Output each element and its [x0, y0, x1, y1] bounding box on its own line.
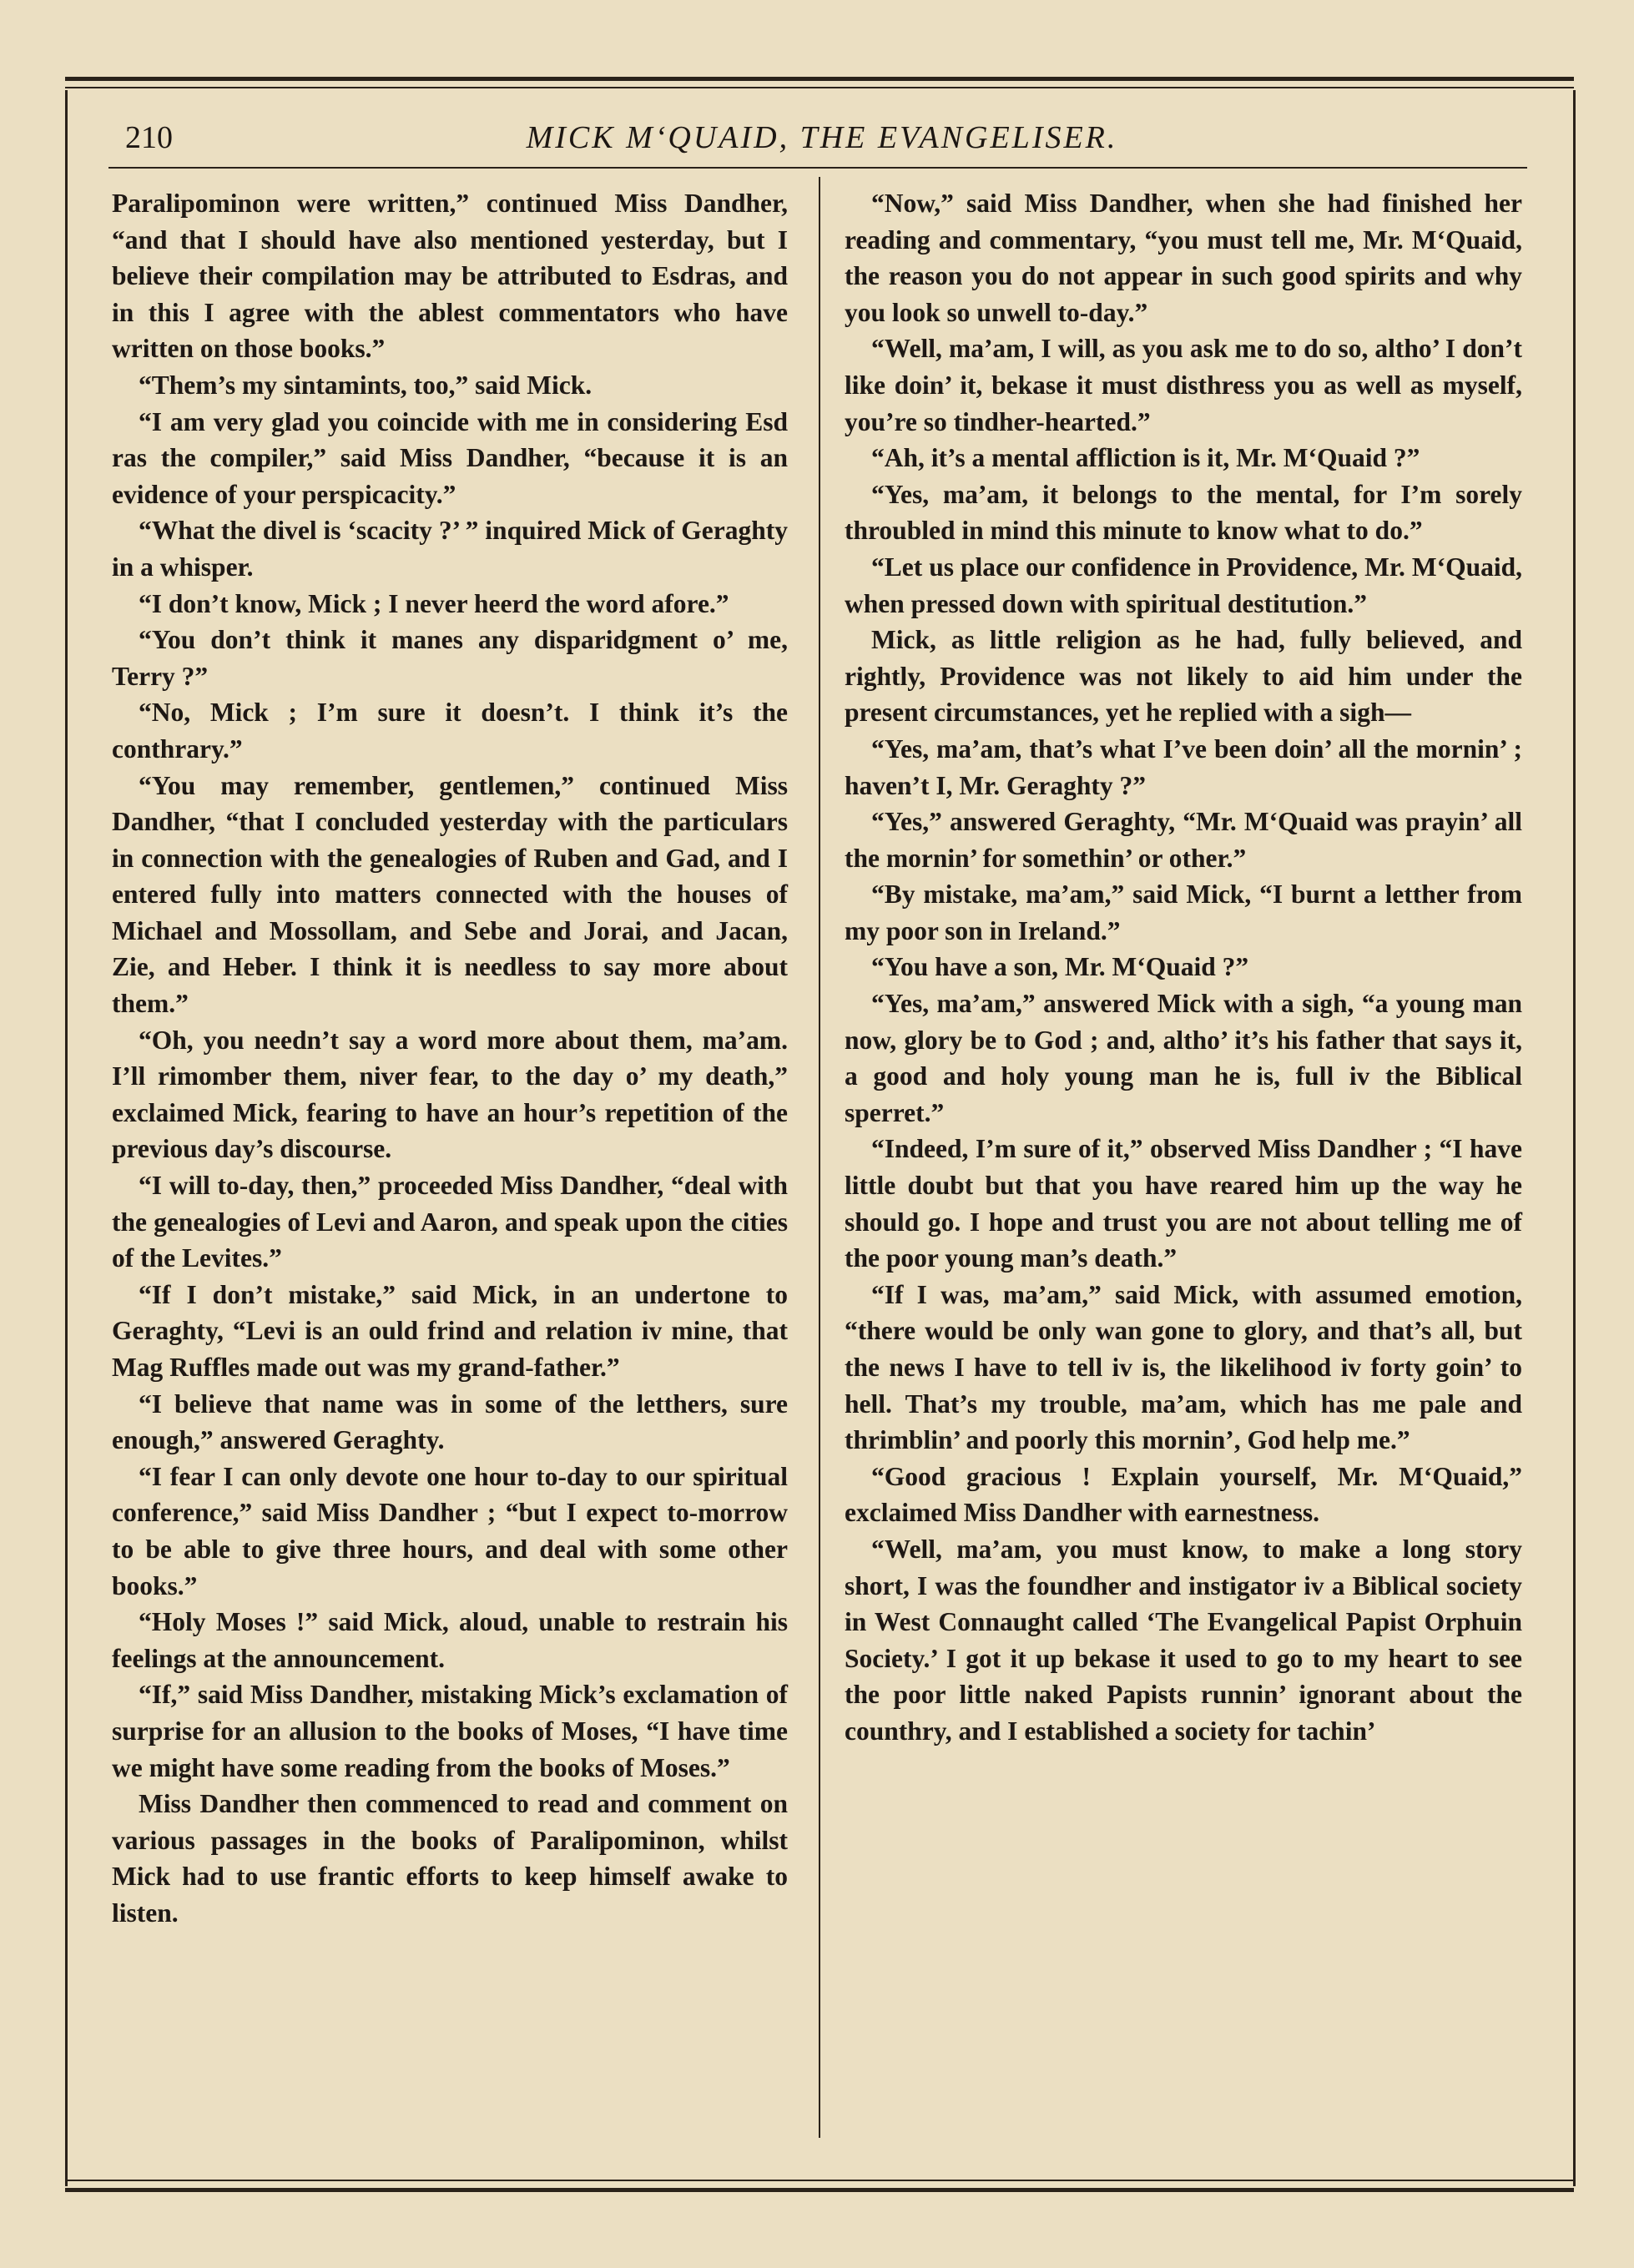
paragraph: “Well, ma’am, I will, as you ask me to do so, altho’ I don’t like doin’ it, bekase it must disthress you as well as myself, you’re so tindher-hearted.” [845, 334, 1522, 436]
paragraph: Paralipominon were written,” continued Miss Dandher, “and that I should have also mentioned yesterday, but I believe their compilation may be attributed to Esdras, and in this I agree with the ablest commentators who have written on those books.” [112, 189, 788, 364]
bottom-border-rule [65, 2188, 1574, 2192]
paragraph: “If,” said Miss Dandher, mistaking Mick’s exclamation of surprise for an allusion to the books of Moses, “I have time we might have some reading from the books of Moses.” [112, 1680, 788, 1782]
paragraph: “You may remember, gentlemen,” continued Miss Dandher, “that I concluded yesterday with the particulars in connection with the genealogies of Ruben and Gad, and I entered fully into matters connected with the houses of Michael and Mossollam, and Sebe and Jorai, and Jacan, Zie, and Heber. I think it is needless to say more about them.” [112, 770, 788, 1019]
right-column [845, 185, 1522, 1750]
header-rule [108, 167, 1527, 169]
paragraph: “I fear I can only devote one hour to-day to our spiritual conference,” said Miss Dandher ; “but I expect to-morrow to be able to give three hours, and deal with some other books.” [112, 1461, 788, 1600]
page-number: 210 [125, 120, 173, 155]
paragraph: “Let us place our confidence in Providence, Mr. M‘Quaid, when pressed down with spiritual destitution.” [845, 552, 1522, 618]
paragraph: “Oh, you needn’t say a word more about them, ma’am. I’ll rimomber them, niver fear, to the day o’ my death,” exclaimed Mick, fearing to have an hour’s repetition of the previous day’s discourse. [112, 1025, 788, 1164]
paragraph: “Yes,” answered Geraghty, “Mr. M‘Quaid was prayin’ all the mornin’ for somethin’ or other.” [845, 807, 1522, 873]
paragraph: “Yes, ma’am, it belongs to the mental, for I’m sorely throubled in mind this minute to know what to do.” [845, 479, 1522, 546]
paragraph: “Ah, it’s a mental affliction is it, Mr. M‘Quaid ?” [871, 443, 1420, 473]
paragraph: “Yes, ma’am, that’s what I’ve been doin’ all the mornin’ ; haven’t I, Mr. Geraghty ?” [845, 733, 1522, 800]
left-column [112, 185, 788, 1932]
running-title: MICK M‘QUAID, THE EVANGELISER. [526, 120, 1118, 155]
paragraph: “You have a son, Mr. M‘Quaid ?” [871, 952, 1249, 982]
paragraph: “Them’s my sintamints, too,” said Mick. [139, 370, 593, 400]
top-border-rule [65, 77, 1574, 81]
paragraph: “I don’t know, Mick ; I never heerd the word afore.” [139, 588, 729, 618]
paragraph: “I am very glad you coincide with me in considering Esd ras the compiler,” said Miss Dandher, “because it is an evidence of your perspicacity.” [112, 406, 788, 509]
top-border-inner-rule [65, 87, 1574, 88]
paragraph: “You don’t think it manes any disparidgment o’ me, Terry ?” [112, 625, 788, 691]
column-divider [819, 177, 820, 2138]
paragraph: “What the divel is ‘scacity ?’ ” inquired Mick of Geraghty in a whisper. [112, 516, 788, 582]
paragraph: “Yes, ma’am,” answered Mick with a sigh, “a young man now, glory be to God ; and, altho’ it’s his father that says it, a good and holy young man he is, full iv the Biblical sperret.” [845, 989, 1522, 1127]
page-header [125, 117, 1519, 167]
paragraph: “By mistake, ma’am,” said Mick, “I burnt a letther from my poor son in Ireland.” [845, 879, 1522, 945]
bottom-border-inner-rule [65, 2180, 1574, 2181]
paragraph: “If I don’t mistake,” said Mick, in an undertone to Geraghty, “Levi is an ould frind and relation iv mine, that Mag Ruffles made out was my grand-father.” [112, 1279, 788, 1382]
paragraph: “Indeed, I’m sure of it,” observed Miss Dandher ; “I have little doubt but that you have reared him up the way he should go. I hope and trust you are not about telling me of the poor young man’s death.” [845, 1134, 1522, 1273]
paragraph: “If I was, ma’am,” said Mick, with assumed emotion, “there would be only wan gone to glory, and that’s all, but the news I have to tell iv is, the likelihood iv forty goin’ to hell. That’s my trouble, ma’am, which has me pale and thrimblin’ and poorly this mornin’, God help me.” [845, 1279, 1522, 1455]
paragraph: “I believe that name was in some of the letthers, sure enough,” answered Geraghty. [112, 1389, 788, 1455]
paragraph: “Holy Moses !” said Mick, aloud, unable to restrain his feelings at the announcement. [112, 1607, 788, 1673]
paragraph: “No, Mick ; I’m sure it doesn’t. I think it’s the conthrary.” [112, 698, 788, 764]
paragraph: “Now,” said Miss Dandher, when she had finished her reading and commentary, “you must tell me, Mr. M‘Quaid, the reason you do not appear in such good spirits and why you look so unwell to-day.” [845, 189, 1522, 327]
paragraph: “I will to-day, then,” proceeded Miss Dandher, “deal with the genealogies of Levi and Aaron, and speak upon the cities of the Levites.” [112, 1171, 788, 1273]
paragraph: Miss Dandher then commenced to read and comment on various passages in the books of Paralipominon, whilst Mick had to use frantic efforts to keep himself awake to listen. [112, 1789, 788, 1928]
paragraph: “Good gracious ! Explain yourself, Mr. M‘Quaid,” exclaimed Miss Dandher with earnestness. [845, 1461, 1522, 1528]
paragraph: Mick, as little religion as he had, fully believed, and rightly, Providence was not likely to aid him under the present circumstances, yet he replied with a sigh— [845, 625, 1522, 728]
paragraph: “Well, ma’am, you must know, to make a long story short, I was the foundher and instigator iv a Biblical society in West Connaught called ‘The Evangelical Papist Orphuin Society.’ I got it up bekase it used to go to my heart to see the poor little naked Papists runnin’ ignorant about the counthry, and I established a society for tachin’ [845, 1534, 1522, 1746]
